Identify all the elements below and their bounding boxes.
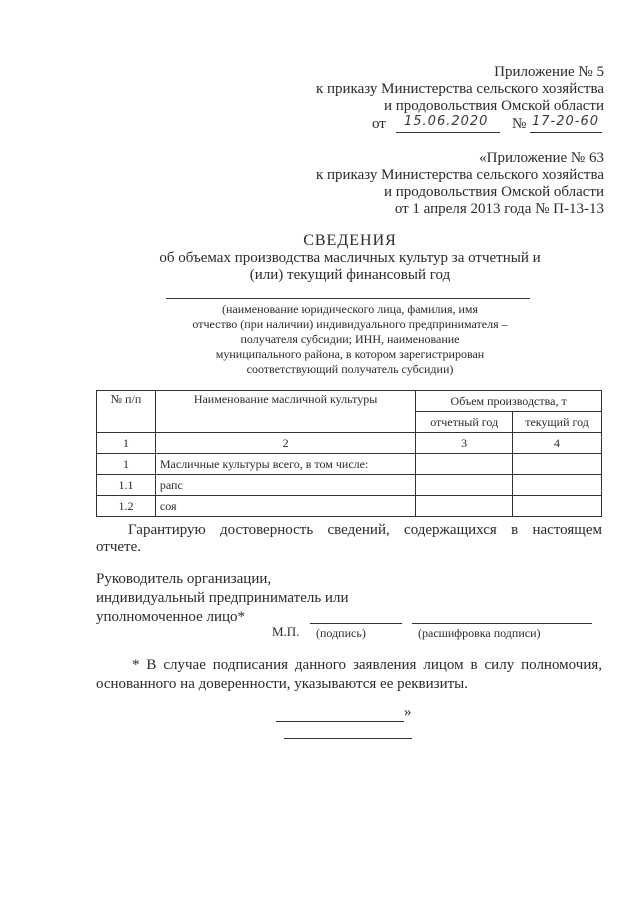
appendix5-date-value: 15.06.2020 <box>404 114 489 129</box>
appendix5-line1: к приказу Министерства сельского хозяйства <box>315 81 604 97</box>
index-cell: 1 <box>97 433 156 454</box>
appendix63-line3: от 1 апреля 2013 года № П-13-13 <box>394 201 604 217</box>
signatory-line1: Руководитель организации, <box>96 571 272 587</box>
appendix63-block <box>244 150 604 218</box>
row-report-value[interactable] <box>416 475 513 496</box>
row-name: Масличные культуры всего, в том числе: <box>155 454 415 475</box>
signature-decode-line[interactable] <box>412 623 592 624</box>
recipient-caption <box>160 302 540 377</box>
recipient-caption-line: муниципального района, в котором зарегистрирован <box>215 347 485 361</box>
table-row <box>97 475 602 496</box>
recipient-caption-line: соответствующий получатель субсидии) <box>246 362 454 376</box>
recipient-caption-line: отчество (при наличии) индивидуального предпринимателя – <box>192 317 508 331</box>
index-cell: 4 <box>513 433 602 454</box>
row-num: 1.1 <box>97 475 156 496</box>
recipient-line <box>166 298 530 299</box>
row-name: соя <box>155 496 415 517</box>
appendix5-date-prefix: от <box>372 116 386 132</box>
guarantee-block <box>96 522 602 556</box>
date-underline <box>396 132 500 133</box>
row-num: 1.2 <box>97 496 156 517</box>
decode-caption: (расшифровка подписи) <box>418 626 541 640</box>
document-title: СВЕДЕНИЯ <box>303 232 397 249</box>
index-cell: 3 <box>416 433 513 454</box>
closing-line-1 <box>276 721 404 722</box>
footnote-line2: основанного на доверенности, указываются ее реквизиты. <box>96 676 469 692</box>
table-row <box>97 454 602 475</box>
heading <box>100 232 600 284</box>
col-name-header: Наименование масличной культуры <box>155 391 415 433</box>
row-current-value[interactable] <box>513 496 602 517</box>
footnote-block <box>96 656 602 694</box>
index-cell: 2 <box>155 433 415 454</box>
closing-line-2 <box>284 738 412 739</box>
appendix5-number-value: 17-20-60 <box>532 114 600 129</box>
appendix63-title: «Приложение № 63 <box>479 150 604 166</box>
recipient-caption-line: получателя субсидии; ИНН, наименование <box>240 332 460 346</box>
row-report-value[interactable] <box>416 496 513 517</box>
guarantee-line2: отчете. <box>96 539 142 555</box>
table-index-row <box>97 433 602 454</box>
signatory-line2: индивидуальный предприниматель или <box>96 590 349 606</box>
stamp-mark: М.П. <box>272 624 300 639</box>
heading-sub1: об объемах производства масличных культур за отчетный и <box>159 250 541 266</box>
row-num: 1 <box>97 454 156 475</box>
table-row <box>97 496 602 517</box>
number-underline <box>530 132 602 133</box>
appendix5-block <box>244 64 604 115</box>
appendix5-line2: и продовольствия Омской области <box>383 98 604 114</box>
table-header-row <box>97 391 602 412</box>
col-num-header: № п/п <box>97 391 156 433</box>
row-current-value[interactable] <box>513 475 602 496</box>
row-name: рапс <box>155 475 415 496</box>
appendix5-number-prefix: № <box>512 116 527 132</box>
row-current-value[interactable] <box>513 454 602 475</box>
recipient-caption-line: (наименование юридического лица, фамилия, имя <box>222 302 478 316</box>
signatory-line3: уполномоченное лицо* <box>96 609 246 625</box>
signature-caption: (подпись) <box>316 626 366 640</box>
col-volume-header: Объем производства, т <box>416 391 602 412</box>
signatory-block <box>96 570 348 627</box>
production-table <box>96 390 602 517</box>
appendix5-title: Приложение № 5 <box>494 64 604 80</box>
appendix63-line2: и продовольствия Омской области <box>383 184 604 200</box>
guarantee-line1: Гарантирую достоверность сведений, содержащихся в настоящем <box>128 522 602 538</box>
appendix63-line1: к приказу Министерства сельского хозяйства <box>315 167 604 183</box>
row-report-value[interactable] <box>416 454 513 475</box>
signature-line[interactable] <box>310 623 402 624</box>
footnote-line1: * В случае подписания данного заявления лицом в силу полномочия, <box>132 657 602 673</box>
heading-sub2: (или) текущий финансовый год <box>249 267 451 283</box>
col-current-year-header: текущий год <box>513 412 602 433</box>
col-report-year-header: отчетный год <box>416 412 513 433</box>
closing-quote: » <box>404 704 412 720</box>
